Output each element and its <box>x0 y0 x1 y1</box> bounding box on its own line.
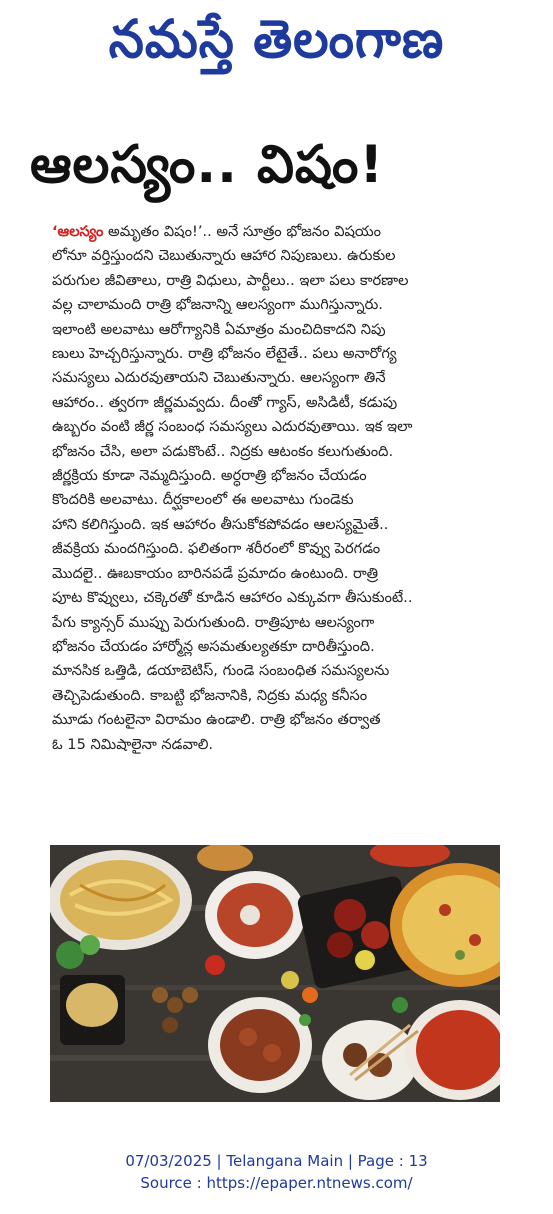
masthead-title: నమస్తే తెలంగాణ <box>108 8 445 70</box>
footer-date-line: 07/03/2025 | Telangana Main | Page : 13 <box>125 1152 428 1170</box>
headline: ఆలస్యం.. విషం! <box>30 135 385 195</box>
article-line: ఆహారం.. త్వరగా జీర్ణమవ్వదు. దీంతో గ్యాస్, అసిడిటీ, కడుపు <box>52 393 398 411</box>
article-line: భోజనం చేసి, అలా పడుకొంటే.. నిద్రకు ఆటంకం కలుగుతుంది. <box>52 442 394 460</box>
footer-source-line: Source : https://epaper.ntnews.com/ <box>140 1174 413 1192</box>
article-line: ఇలాంటి అలవాటు ఆరోగ్యానికి ఏమాత్రం మంచిదికాదని నిపు <box>52 320 386 338</box>
article-line: ‘ఆలస్యం అమృతం విషం!’.. అనే సూత్రం భోజనం విషయం <box>52 223 382 240</box>
article-line: మానసిక ఒత్తిడి, డయాబెటిస్, గుండె సంబంధిత సమస్యలను <box>52 662 390 680</box>
article-line: మొదలై.. ఊబకాయం బారినపడే ప్రమాదం ఉంటుంది. రాత్రి <box>52 564 379 582</box>
article-line: కొందరికి అలవాటు. దీర్ఘకాలంలో ఈ అలవాటు గుండెకు <box>52 491 354 509</box>
article-line: పేగు క్యాన్సర్ ముప్పు పెరుగుతుంది. రాత్రిపూట ఆలస్యంగా <box>52 613 375 631</box>
article-line: ఉబ్బరం వంటి జీర్ణ సంబంధ సమస్యలు ఎదురవుతాయి. ఇక ఇలా <box>52 418 413 436</box>
article-line: హాని కలిగిస్తుంది. ఇక ఆహారం తీసుకోకపోవడం ఆలస్యమైతే.. <box>52 515 389 533</box>
article-line: జీవక్రియ మందగిస్తుంది. ఫలితంగా శరీరంలో కొవ్వు పెరగడం <box>52 540 381 558</box>
article-line: సమస్యలు ఎదురవుతాయని చెబుతున్నారు. ఆలస్యంగా తినే <box>52 369 386 387</box>
masthead <box>0 4 553 80</box>
article-line: వల్ల చాలామంది రాత్రి భోజనాన్ని ఆలస్యంగా ముగిస్తున్నారు. <box>52 296 383 314</box>
article-line: పరుగుల జీవితాలు, రాత్రి విధులు, పార్టీలు.. ఇలా పలు కారణాల <box>52 271 409 289</box>
article-line: జీర్ణక్రియ కూడా నెమ్మదిస్తుంది. అర్ధరాత్రి భోజనం చేయడం <box>52 467 367 485</box>
article-line: మూడు గంటలైనా విరామం ఉండాలి. రాత్రి భోజనం తర్వాత <box>52 711 381 729</box>
article-line: పూట కొవ్వులు, చక్కెరతో కూడిన ఆహారం ఎక్కువగా తీసుకుంటే.. <box>52 589 413 607</box>
article-line: లోనూ వర్తిస్తుందని చెబుతున్నారు ఆహార నిపుణులు. ఉరుకుల <box>52 247 396 265</box>
article-line: ణులు హెచ్చరిస్తున్నారు. రాత్రి భోజనం లేటైతే.. పలు అనారోగ్య <box>52 345 397 363</box>
food-photo <box>50 845 500 1102</box>
footer <box>0 1150 553 1194</box>
article-body <box>52 220 502 757</box>
lead-word: ‘ఆలస్యం <box>52 223 104 240</box>
article-line: భోజనం చేయడం హార్మోన్ల అసమతుల్యతకూ దారితీస్తుంది. <box>52 637 375 655</box>
article-line: తెచ్చిపెడుతుంది. కాబట్టి భోజనానికి, నిద్రకు మధ్య కనీసం <box>52 686 368 704</box>
article-line: ఓ 15 నిమిషాలైనా నడవాలి. <box>52 735 214 753</box>
food-illustration <box>50 845 500 1102</box>
